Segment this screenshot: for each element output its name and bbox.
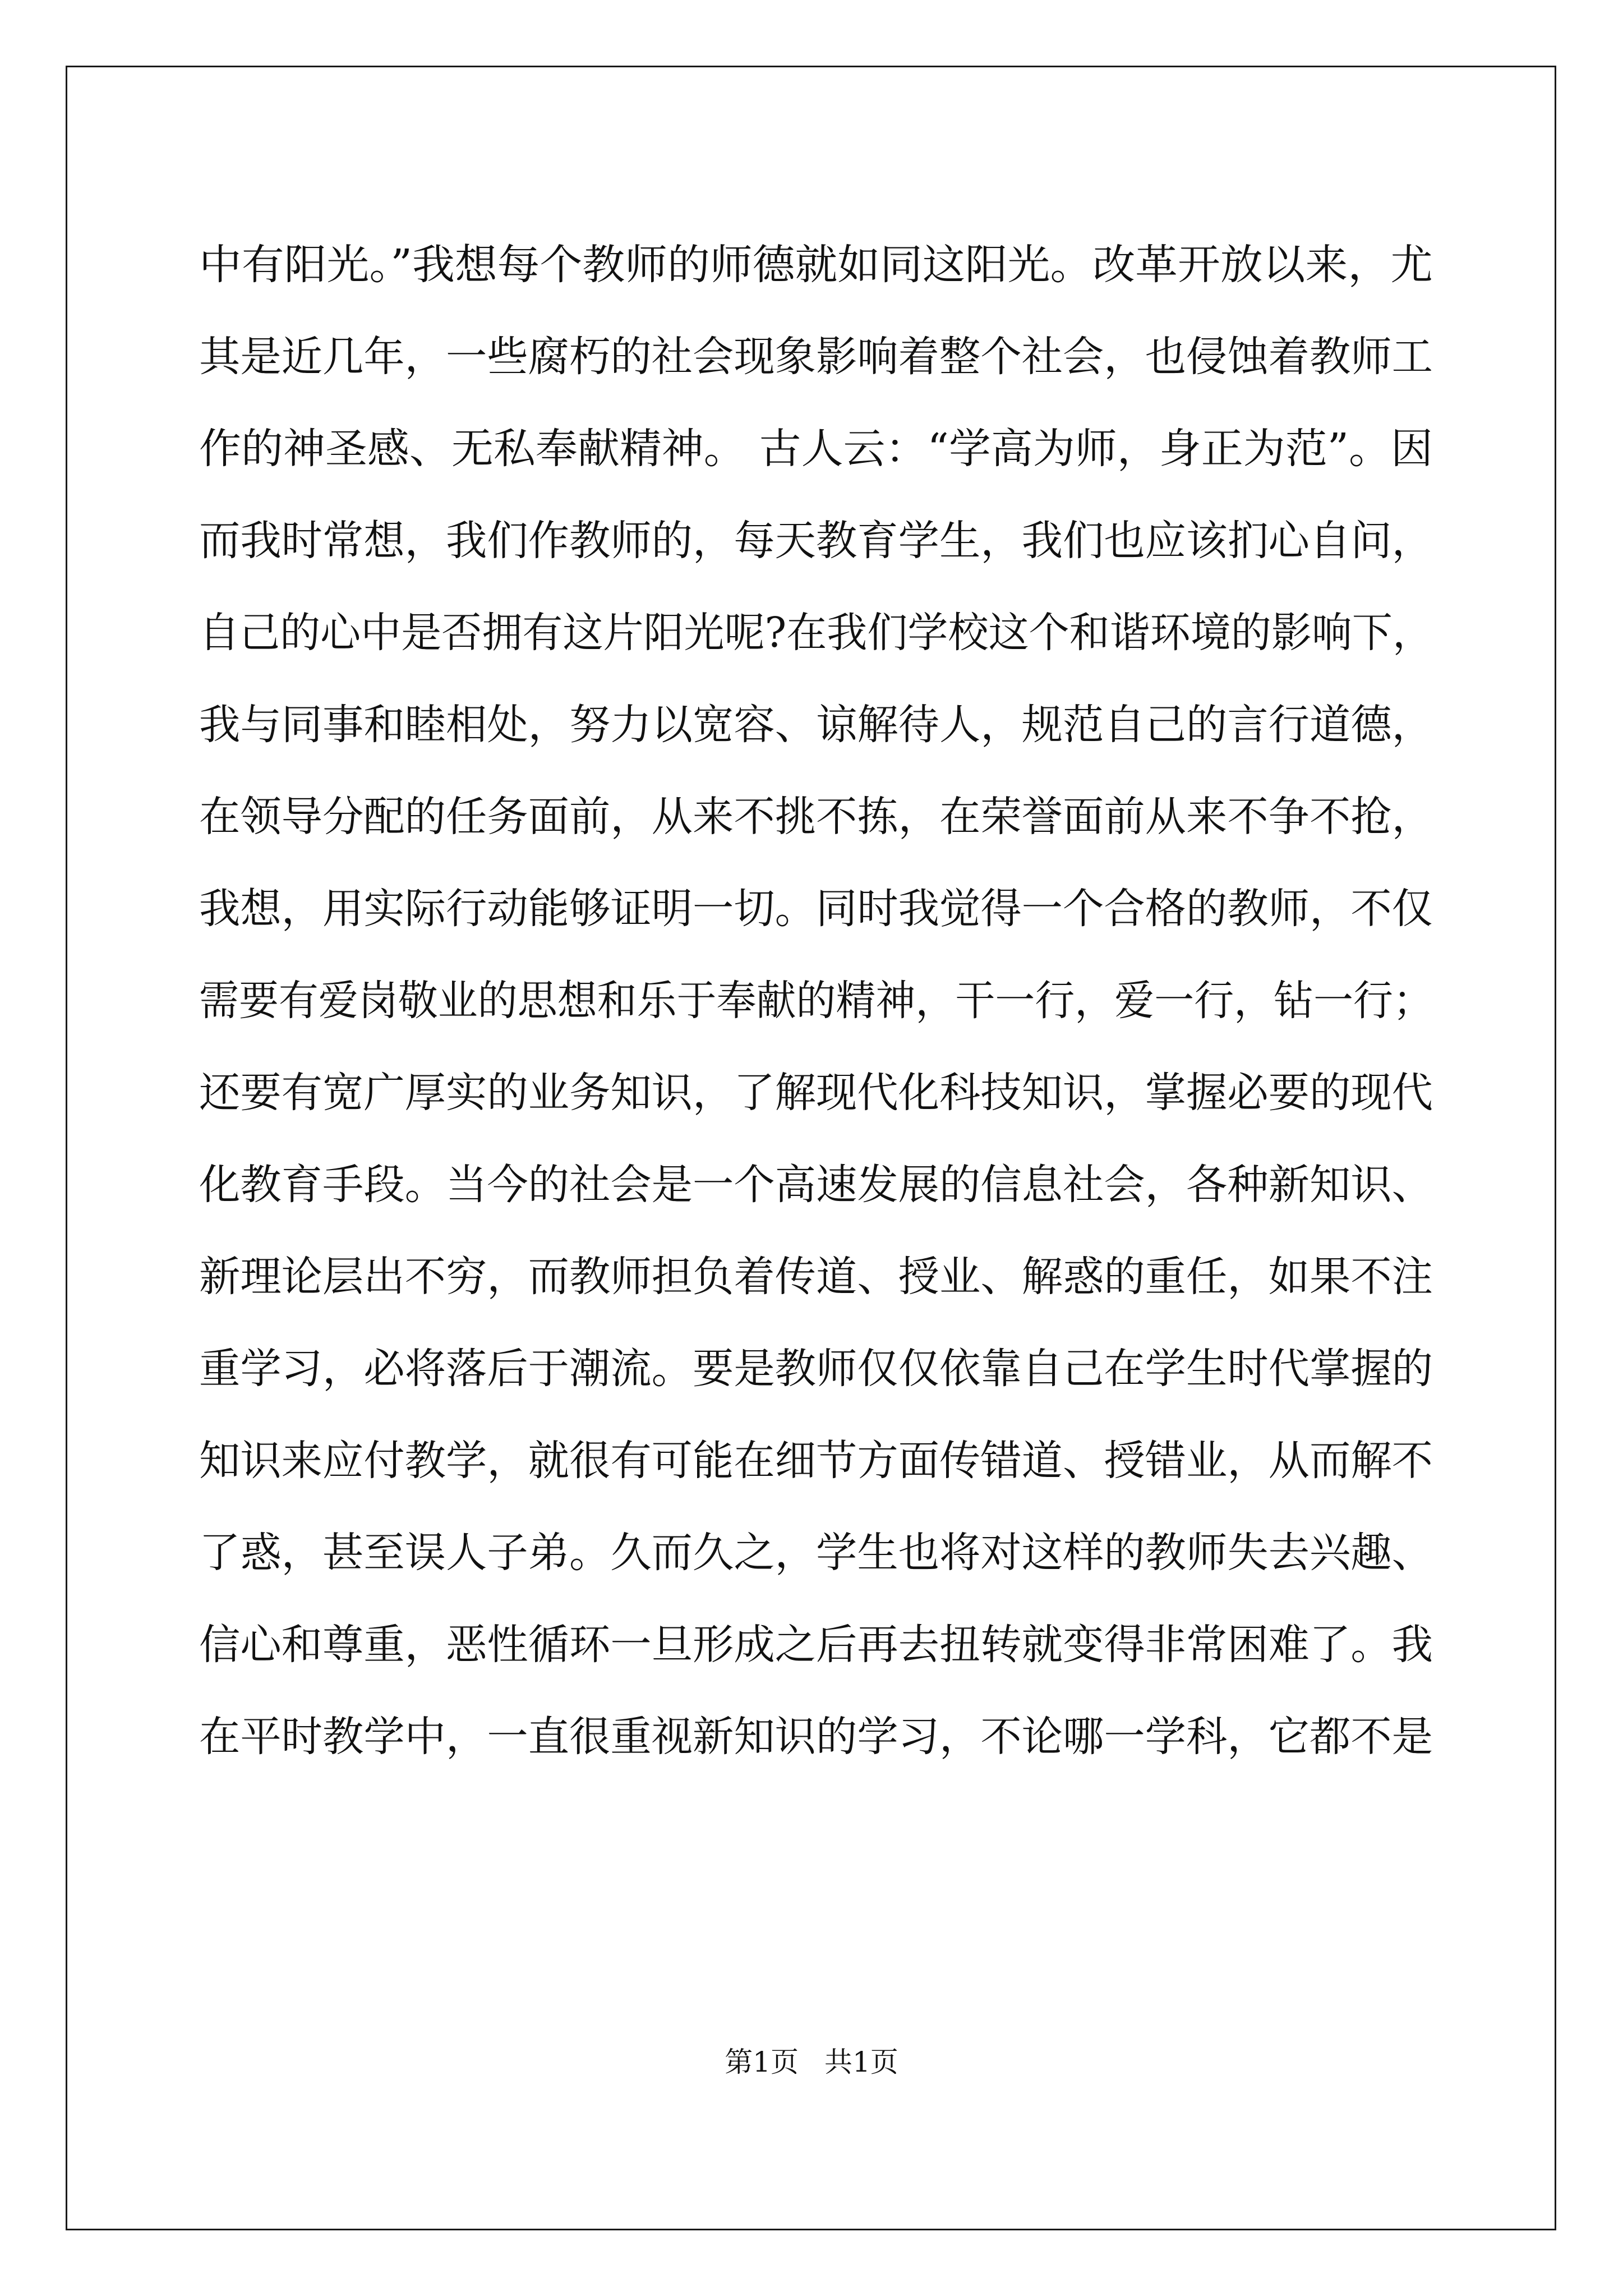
text-line: 需要有爱岗敬业的思想和乐于奉献的精神，干一行，爱一行，钻一行； [199,977,1433,1025]
text-line: 我与同事和睦相处，努力以宽容、谅解待人，规范自己的言行道德， [199,701,1433,749]
text-line: 而我时常想，我们作教师的，每天教育学生，我们也应该扪心自问， [199,517,1433,565]
page-footer [0,2045,1623,2079]
text-line: 在领导分配的任务面前，从来不挑不拣，在荣誉面前从来不争不抢， [199,793,1433,841]
page-number: 第1页 [725,2046,799,2078]
text-line: 知识来应付教学，就很有可能在细节方面传错道、授错业，从而解不 [199,1437,1433,1485]
text-line: 新理论层出不穷，而教师担负着传道、授业、解惑的重任，如果不注 [199,1253,1433,1301]
text-line: 还要有宽广厚实的业务知识，了解现代化科技知识，掌握必要的现代 [199,1069,1433,1117]
text-line: 中有阳光。”我想每个教师的师德就如同这阳光。改革开放以来，尤 [199,241,1433,289]
text-line: 自己的心中是否拥有这片阳光呢?在我们学校这个和谐环境的影响下， [199,609,1433,657]
text-line: 其是近几年，一些腐朽的社会现象影响着整个社会，也侵蚀着教师工 [199,333,1433,381]
text-line: 化教育手段。当今的社会是一个高速发展的信息社会，各种新知识、 [199,1161,1433,1209]
text-line: 在平时教学中，一直很重视新知识的学习，不论哪一学科，它都不是 [199,1713,1433,1761]
text-line: 了惑，甚至误人子弟。久而久之，学生也将对这样的教师失去兴趣、 [199,1529,1433,1577]
text-line: 作的神圣感、无私奉献精神。 古人云：“学高为师，身正为范”。因 [199,425,1433,473]
text-line: 重学习，必将落后于潮流。要是教师仅仅依靠自己在学生时代掌握的 [199,1345,1433,1393]
text-line: 我想，用实际行动能够证明一切。同时我觉得一个合格的教师，不仅 [199,885,1433,933]
text-line: 信心和尊重，恶性循环一旦形成之后再去扭转就变得非常困难了。我 [199,1621,1433,1669]
document-body [199,219,1433,1783]
page-count: 共1页 [824,2046,898,2078]
